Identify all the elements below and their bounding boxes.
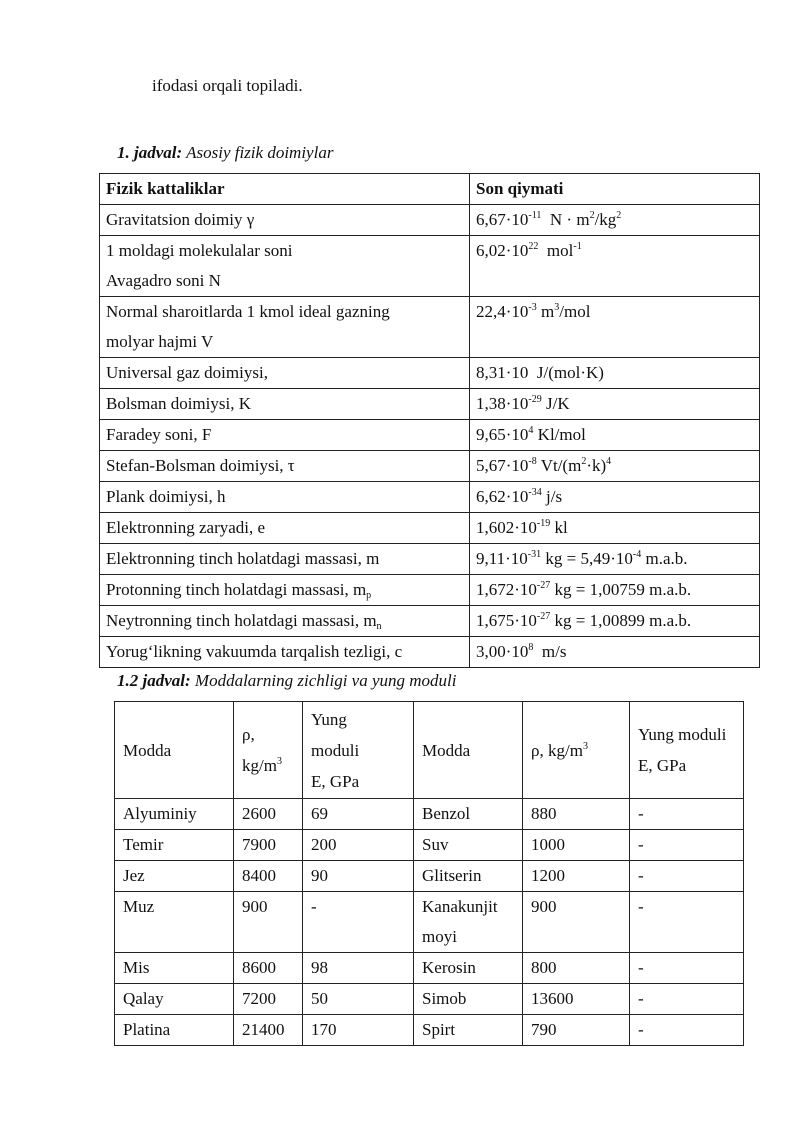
quantity-cell <box>100 544 470 575</box>
cell-text: Qalay <box>123 989 164 1008</box>
cell-text: - <box>638 1020 644 1039</box>
value-cell <box>470 297 760 358</box>
substance-cell <box>414 984 523 1015</box>
value-exponent: -8 <box>528 456 537 467</box>
value-text: Kl/mol <box>533 425 586 444</box>
cell-text: Jez <box>123 866 145 885</box>
cell-text: 98 <box>311 958 328 977</box>
cell-text: - <box>311 897 317 916</box>
value-text: m <box>536 302 555 321</box>
value-text: 22,4·10 <box>476 302 529 321</box>
value-text: ·k) <box>586 456 607 475</box>
value-text: kl <box>550 518 568 537</box>
cell-text: 1000 <box>531 835 565 854</box>
cell-text: 1200 <box>531 866 565 885</box>
header-text: E, GPa <box>638 756 687 775</box>
value-text: 6,62·10 <box>476 487 529 506</box>
substance-cell <box>115 953 234 984</box>
value-text: 1,675·10 <box>476 611 537 630</box>
density-cell <box>234 953 303 984</box>
header-cell: Son qiymati <box>470 174 760 205</box>
table1-caption <box>117 143 333 163</box>
table-row <box>100 451 760 482</box>
header-cell: Modda <box>115 702 234 799</box>
value-cell <box>470 575 760 606</box>
cell-text: 21400 <box>242 1020 285 1039</box>
cell-text: Kerosin <box>422 958 476 977</box>
table-row <box>115 953 744 984</box>
quantity-cell <box>100 358 470 389</box>
modulus-cell <box>630 830 744 861</box>
table-row <box>100 482 760 513</box>
table-row <box>100 389 760 420</box>
value-exponent: 2 <box>589 210 595 221</box>
table-row <box>100 297 760 358</box>
value-cell <box>470 358 760 389</box>
modulus-cell <box>303 1015 414 1046</box>
value-text: /mol <box>559 302 591 321</box>
table-row <box>100 513 760 544</box>
table-header-row <box>100 174 760 205</box>
header-cell: Fizik kattaliklar <box>100 174 470 205</box>
table-row <box>100 637 760 668</box>
value-exponent: 8 <box>528 642 534 653</box>
modulus-cell <box>630 892 744 953</box>
quantity-cell <box>100 389 470 420</box>
cell-text: 170 <box>311 1020 337 1039</box>
value-cell <box>470 451 760 482</box>
value-cell <box>470 482 760 513</box>
value-text: kg = 1,00759 m.a.b. <box>550 580 692 599</box>
header-cell <box>630 702 744 799</box>
table-row <box>115 892 744 953</box>
cell-text: Temir <box>123 835 164 854</box>
value-text: mol <box>538 241 574 260</box>
quantity-cell <box>100 420 470 451</box>
substance-cell <box>115 984 234 1015</box>
cell-text: - <box>638 958 644 977</box>
density-cell <box>234 892 303 953</box>
modulus-cell <box>303 830 414 861</box>
table-row <box>100 606 760 637</box>
density-cell <box>523 799 630 830</box>
density-table <box>114 701 744 1046</box>
quantity-cell <box>100 482 470 513</box>
value-cell <box>470 606 760 637</box>
header-exp: 3 <box>276 756 282 767</box>
header-cell <box>523 702 630 799</box>
value-text: m/s <box>533 642 567 661</box>
cell-text: 900 <box>531 897 557 916</box>
value-cell <box>470 205 760 236</box>
value-exponent: -34 <box>528 487 542 498</box>
value-text: j/s <box>541 487 563 506</box>
substance-cell <box>115 799 234 830</box>
substance-cell <box>414 799 523 830</box>
value-text: 5,67·10 <box>476 456 529 475</box>
table-row <box>100 420 760 451</box>
table1-caption-number: 1. jadval: <box>117 143 183 162</box>
cell-text: Simob <box>422 989 467 1008</box>
quantity-name-line2: Avagadro soni N <box>106 271 221 290</box>
quantity-cell <box>100 513 470 544</box>
modulus-cell <box>630 1015 744 1046</box>
cell-text: Kanakunjit <box>422 897 498 916</box>
modulus-cell <box>303 953 414 984</box>
value-text: Vt/(m <box>536 456 582 475</box>
quantity-cell <box>100 575 470 606</box>
cell-text: 50 <box>311 989 328 1008</box>
modulus-cell <box>303 984 414 1015</box>
table-row <box>115 830 744 861</box>
value-text: 1,602·10 <box>476 518 537 537</box>
substance-cell <box>115 892 234 953</box>
table1-caption-title: Asosiy fizik doimiylar <box>186 143 334 162</box>
modulus-cell <box>630 953 744 984</box>
density-cell <box>234 984 303 1015</box>
quantity-name: Yorug‘likning vakuumda tarqalish tezligi, c <box>106 642 403 661</box>
cell-text: 8400 <box>242 866 276 885</box>
table-row <box>100 236 760 297</box>
cell-text: 200 <box>311 835 337 854</box>
cell-text: - <box>638 989 644 1008</box>
value-text: J/K <box>541 394 570 413</box>
quantity-cell <box>100 205 470 236</box>
cell-text: Alyuminiy <box>123 804 197 823</box>
cell-text: 2600 <box>242 804 276 823</box>
density-cell <box>523 830 630 861</box>
quantity-subscript: n <box>376 621 382 632</box>
value-text: 6,67·10 <box>476 210 529 229</box>
value-exponent: -1 <box>573 241 582 252</box>
cell-text: 69 <box>311 804 328 823</box>
modulus-cell <box>630 984 744 1015</box>
value-text: 8,31·10 J/(mol·K) <box>476 363 604 382</box>
value-exponent: -29 <box>528 394 542 405</box>
value-text: m.a.b. <box>641 549 688 568</box>
value-exponent: 4 <box>606 456 612 467</box>
value-text: 3,00·10 <box>476 642 529 661</box>
density-cell <box>523 1015 630 1046</box>
density-cell <box>523 861 630 892</box>
value-exponent: -11 <box>528 210 542 221</box>
quantity-subscript: p <box>366 590 372 601</box>
substance-cell <box>115 1015 234 1046</box>
table-row <box>100 358 760 389</box>
value-exponent: -4 <box>632 549 642 560</box>
value-cell <box>470 513 760 544</box>
value-text: /kg <box>594 210 617 229</box>
substance-cell <box>414 892 523 953</box>
table-header-row <box>115 702 744 799</box>
quantity-cell <box>100 236 470 297</box>
cell-text: 7200 <box>242 989 276 1008</box>
cell-text: 7900 <box>242 835 276 854</box>
cell-text: - <box>638 897 644 916</box>
cell-text: Glitserin <box>422 866 482 885</box>
table-row <box>115 861 744 892</box>
value-cell <box>470 637 760 668</box>
cell-text: 800 <box>531 958 557 977</box>
cell-text: Benzol <box>422 804 471 823</box>
quantity-name: Protonning tinch holatdagi massasi, m <box>106 580 367 599</box>
modulus-cell <box>303 861 414 892</box>
quantity-name: Elektronning zaryadi, e <box>106 518 266 537</box>
quantity-cell <box>100 297 470 358</box>
density-cell <box>523 984 630 1015</box>
cell-text: 13600 <box>531 989 574 1008</box>
cell-text: 790 <box>531 1020 557 1039</box>
cell-text: - <box>638 804 644 823</box>
header-text: ρ, kg/m <box>531 740 583 760</box>
density-cell <box>234 830 303 861</box>
header-text: Yung moduli <box>638 725 727 744</box>
substance-cell <box>115 830 234 861</box>
intro-text: ifodasi orqali topiladi. <box>152 76 303 95</box>
value-text: kg = 5,49·10 <box>541 549 633 568</box>
header-text: kg/m <box>242 756 277 775</box>
cell-text: 90 <box>311 866 328 885</box>
modulus-cell <box>303 892 414 953</box>
table-row <box>115 1015 744 1046</box>
density-cell <box>234 799 303 830</box>
value-exponent: -27 <box>536 580 551 591</box>
cell-text: Muz <box>123 897 155 916</box>
quantity-name: Faradey soni, F <box>106 425 212 444</box>
value-text: 1,672·10 <box>476 580 537 599</box>
density-cell <box>234 861 303 892</box>
modulus-cell <box>630 799 744 830</box>
quantity-cell <box>100 637 470 668</box>
cell-text: Spirt <box>422 1020 456 1039</box>
modulus-cell <box>630 861 744 892</box>
table2-caption-title: Moddalarning zichligi va yung moduli <box>194 671 457 690</box>
header-cell <box>234 702 303 799</box>
value-cell <box>470 420 760 451</box>
quantity-name: Stefan-Bolsman doimiysi, τ <box>106 456 295 475</box>
quantity-name: Plank doimiysi, h <box>106 487 226 506</box>
value-cell <box>470 389 760 420</box>
value-text: 9,11·10 <box>476 549 528 568</box>
value-exponent: -3 <box>528 302 537 313</box>
substance-cell <box>414 830 523 861</box>
cell-text: 880 <box>531 804 557 823</box>
quantity-name: Elektronning tinch holatdagi massasi, m <box>106 549 380 568</box>
substance-cell <box>115 861 234 892</box>
value-exponent: 4 <box>528 425 534 436</box>
header-text: ρ, <box>242 725 255 744</box>
cell-text-line2: moyi <box>422 927 457 946</box>
quantity-name: 1 moldagi molekulalar soni <box>106 241 293 260</box>
value-text: 9,65·10 <box>476 425 529 444</box>
quantity-name: Normal sharoitlarda 1 kmol ideal gazning <box>106 302 390 321</box>
value-exponent: -31 <box>527 549 542 560</box>
cell-text: - <box>638 866 644 885</box>
value-exponent: -27 <box>536 611 551 622</box>
cell-text: Platina <box>123 1020 171 1039</box>
table-row <box>100 205 760 236</box>
header-text: Yung <box>311 709 347 729</box>
density-cell <box>523 892 630 953</box>
table2-caption-number: 1.2 jadval: <box>117 671 191 690</box>
substance-cell <box>414 953 523 984</box>
value-text: 1,38·10 <box>476 394 529 413</box>
quantity-name: Bolsman doimiysi, K <box>106 394 251 413</box>
table-row <box>115 799 744 830</box>
quantity-cell <box>100 451 470 482</box>
quantity-name: Gravitatsion doimiy γ <box>106 210 255 229</box>
value-exponent: 3 <box>554 302 560 313</box>
substance-cell <box>414 1015 523 1046</box>
header-exp: 3 <box>582 740 588 752</box>
table-row <box>100 544 760 575</box>
value-text: 6,02·10 <box>476 241 529 260</box>
cell-text: Mis <box>123 958 150 977</box>
cell-text: Suv <box>422 835 449 854</box>
header-cell: Modda <box>414 702 523 799</box>
table-row <box>100 575 760 606</box>
constants-table <box>99 173 760 668</box>
cell-text: 900 <box>242 897 268 916</box>
value-text: N · m <box>541 210 590 229</box>
density-cell <box>523 953 630 984</box>
header-text: moduli <box>311 740 360 760</box>
table-row <box>115 984 744 1015</box>
value-cell <box>470 544 760 575</box>
table2-caption <box>117 671 457 691</box>
header-cell <box>303 702 414 799</box>
value-exponent: -19 <box>536 518 551 529</box>
quantity-cell <box>100 606 470 637</box>
cell-text: 8600 <box>242 958 276 977</box>
quantity-name: Neytronning tinch holatdagi massasi, m <box>106 611 377 630</box>
value-exponent: 22 <box>528 241 539 252</box>
modulus-cell <box>303 799 414 830</box>
value-text: kg = 1,00899 m.a.b. <box>550 611 692 630</box>
value-exponent: 2 <box>581 456 587 467</box>
substance-cell <box>414 861 523 892</box>
value-cell <box>470 236 760 297</box>
density-cell <box>234 1015 303 1046</box>
quantity-name-line2: molyar hajmi V <box>106 332 214 351</box>
header-text: E, GPa <box>311 771 360 791</box>
value-exponent: 2 <box>616 210 622 221</box>
cell-text: - <box>638 835 644 854</box>
quantity-name: Universal gaz doimiysi, <box>106 363 268 382</box>
